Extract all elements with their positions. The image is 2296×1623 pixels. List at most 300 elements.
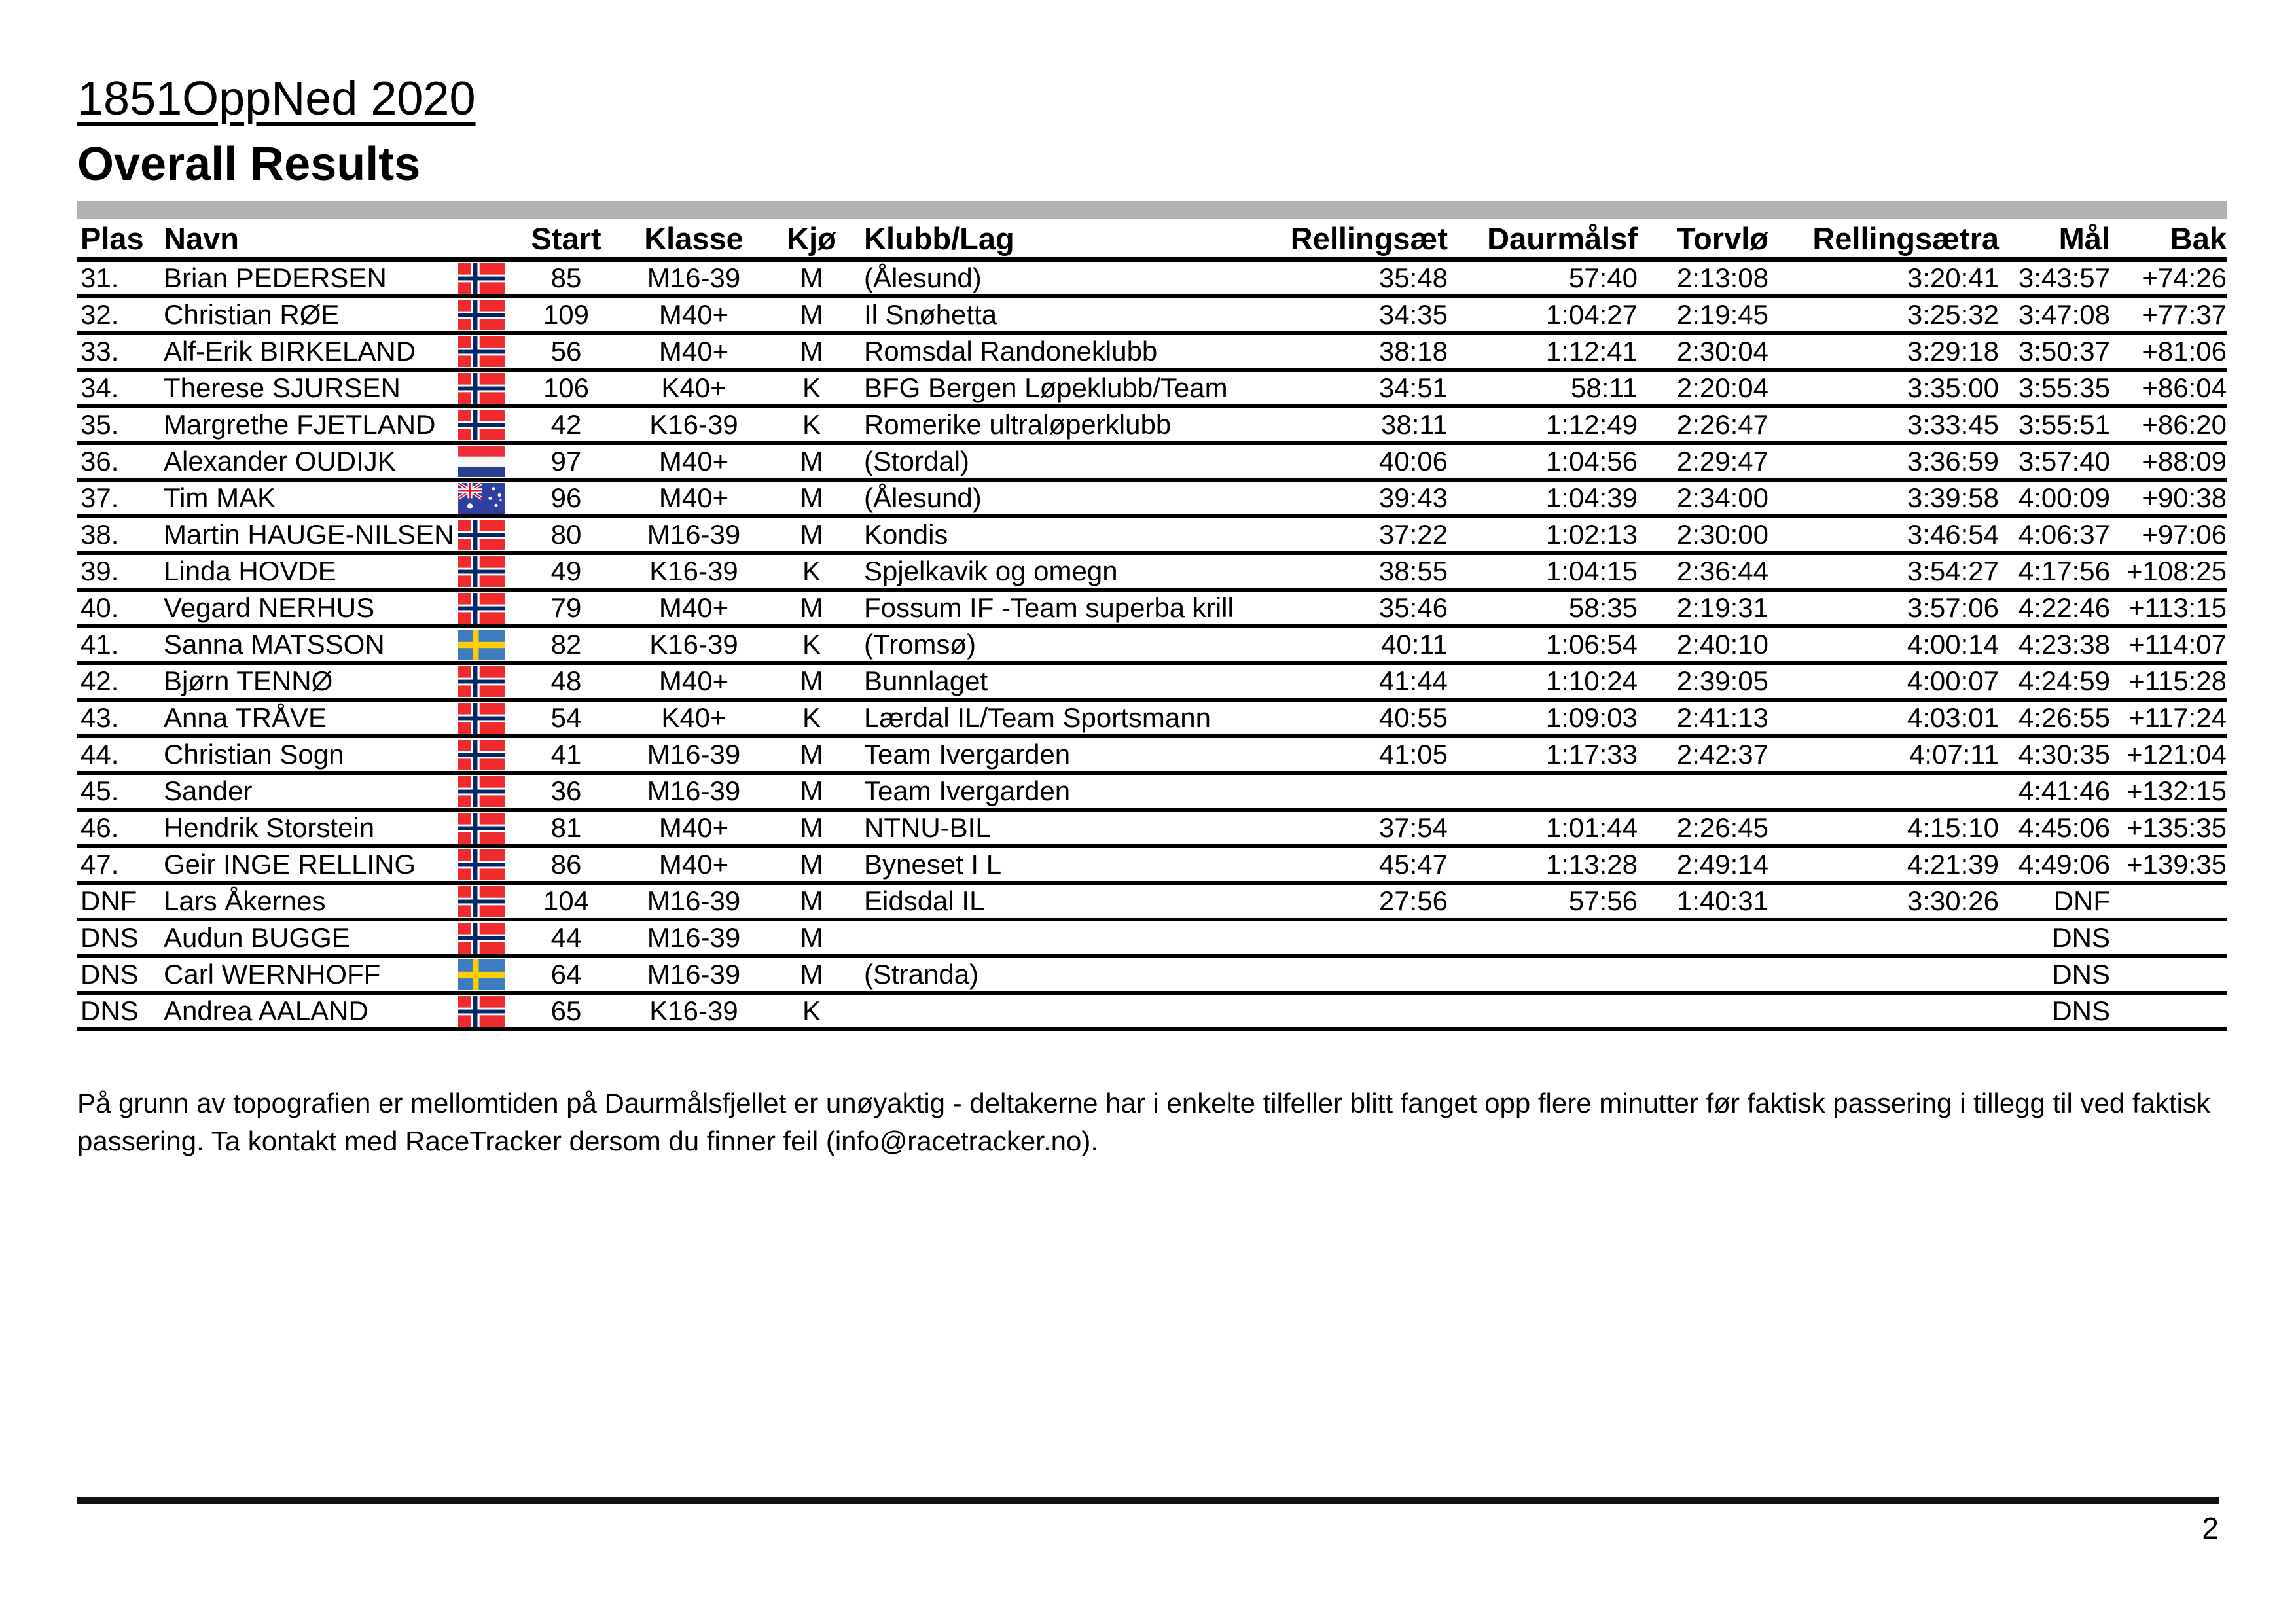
cell-flag [458,333,511,370]
cell-navn: Alf-Erik BIRKELAND [164,336,416,366]
cell-navn: Alexander OUDIJK [164,446,396,476]
cell-rellingsaetra: 4:00:14 [1907,629,1999,660]
cell-maal: 4:00:09 [2018,482,2110,513]
cell-daurmaalsf: 1:17:33 [1545,739,1638,770]
cell-bak: +121:04 [2126,739,2227,770]
cell-rellingsaet [1270,773,1448,810]
column-header-navn: Navn [164,221,239,256]
cell-klubb-lag [857,993,1270,1029]
column-header-bak: Bak [2170,221,2227,256]
cell-bak: +97:06 [2142,519,2227,550]
cell-maal: 3:47:08 [2018,299,2110,330]
cell-klubb-lag: (Ålesund) [864,482,982,513]
cell-rellingsaet: 38:55 [1378,556,1448,586]
cell-torvlo: 2:30:04 [1676,336,1768,366]
cell-daurmaalsf: 1:04:39 [1545,482,1638,513]
cell-rellingsaetra: 3:30:26 [1907,885,1999,916]
cell-start: 42 [550,409,582,440]
cell-rellingsaetra [1768,773,1999,810]
cell-daurmaalsf: 1:06:54 [1545,629,1638,660]
cell-navn: Hendrik Storstein [164,812,375,843]
cell-bak [2110,956,2227,993]
cell-navn: Christian Sogn [164,739,344,770]
cell-bak [2110,993,2227,1029]
cell-bak: +77:37 [2142,299,2227,330]
cell-flag [458,553,511,590]
flag-norway-icon [458,593,505,624]
cell-klubb-lag: Team Ivergarden [864,776,1071,806]
cell-flag [458,296,511,333]
cell-navn: Anna TRÅVE [164,702,327,733]
cell-klasse: M16-39 [647,262,741,293]
table-row [77,883,2227,919]
cell-torvlo: 2:42:37 [1676,739,1768,770]
cell-klubb-lag: Byneset I L [864,849,1002,880]
cell-navn: Sanna MATSSON [164,629,385,660]
cell-start: 85 [550,262,582,293]
cell-kjo: K [802,556,821,586]
cell-klubb-lag: Lærdal IL/Team Sportsmann [864,702,1211,733]
cell-kjo: M [800,299,823,330]
cell-klubb-lag: NTNU-BIL [864,812,991,843]
cell-klasse: M16-39 [647,885,741,916]
cell-maal: 4:26:55 [2018,702,2110,733]
cell-plas: 44. [81,739,119,770]
cell-klubb-lag: Il Snøhetta [864,299,997,330]
cell-start: 79 [550,592,582,623]
cell-kjo: M [800,885,823,916]
flag-norway-icon [458,703,505,734]
footnote-line: På grunn av topografien er mellomtiden på Daurmålsfjellet er unøyaktig - deltakerne har i enkelte tilfeller blitt fanget opp flere minutter før faktisk passering i tillegg til ved faktisk [77,1088,2210,1118]
cell-rellingsaet: 38:18 [1378,336,1448,366]
cell-start: 44 [550,922,582,953]
column-header-rellingsaet: Rellingsæt [1290,221,1448,256]
cell-plas: 47. [81,849,119,880]
cell-torvlo: 2:19:31 [1676,592,1768,623]
cell-kjo: M [800,666,823,696]
cell-kjo: M [800,519,823,550]
table-row [77,919,2227,956]
cell-rellingsaet: 34:51 [1378,372,1448,403]
flag-norway-icon [458,336,505,367]
cell-torvlo: 2:34:00 [1676,482,1768,513]
cell-start: 97 [550,446,582,476]
table-row [77,406,2227,443]
cell-bak: +114:07 [2128,629,2227,660]
cell-kjo: M [800,739,823,770]
cell-maal: 4:45:06 [2018,812,2110,843]
cell-rellingsaet [1270,993,1448,1029]
footnote [77,1084,2227,1160]
cell-start: 82 [550,629,582,660]
cell-rellingsaetra [1768,956,1999,993]
cell-torvlo: 2:26:47 [1676,409,1768,440]
cell-rellingsaet: 41:05 [1378,739,1448,770]
cell-flag [458,663,511,700]
table-row [77,480,2227,516]
cell-torvlo: 2:41:13 [1676,702,1768,733]
cell-plas: 34. [81,372,119,403]
cell-torvlo: 2:29:47 [1676,446,1768,476]
flag-sweden-icon [458,630,505,660]
cell-rellingsaetra: 4:00:07 [1907,666,1999,696]
cell-bak: +113:15 [2128,592,2227,623]
cell-maal: DNF [2053,885,2110,916]
results-table [77,220,2227,1031]
footer-bar [77,1497,2219,1504]
table-row [77,773,2227,810]
table-row [77,590,2227,626]
cell-plas: 31. [81,262,119,293]
cell-plas: 40. [81,592,119,623]
cell-torvlo: 2:40:10 [1676,629,1768,660]
cell-plas: 41. [81,629,119,660]
cell-plas: 36. [81,446,119,476]
cell-kjo: M [800,776,823,806]
cell-flag [458,443,511,480]
cell-rellingsaetra: 3:46:54 [1907,519,1999,550]
column-header-maal: Mål [2058,221,2110,256]
cell-maal: 4:22:46 [2018,592,2110,623]
flag-norway-icon [458,300,505,330]
cell-klubb-lag: BFG Bergen Løpeklubb/Team [864,372,1228,403]
cell-bak: +139:35 [2126,849,2227,880]
cell-plas: 43. [81,702,119,733]
cell-bak: +132:15 [2126,776,2227,806]
cell-start: 41 [550,739,582,770]
cell-kjo: M [800,336,823,366]
cell-flag [458,956,511,993]
cell-rellingsaet: 37:54 [1378,812,1448,843]
cell-maal: 4:06:37 [2018,519,2110,550]
cell-flag [458,846,511,883]
cell-maal: 3:57:40 [2018,446,2110,476]
cell-torvlo: 2:39:05 [1676,666,1768,696]
cell-plas: DNF [81,885,137,916]
cell-torvlo [1638,993,1768,1029]
table-row [77,443,2227,480]
cell-plas: DNS [81,995,139,1026]
table-row [77,846,2227,883]
cell-maal: 4:24:59 [2018,666,2110,696]
cell-start: 104 [543,885,590,916]
cell-rellingsaetra: 3:39:58 [1907,482,1999,513]
cell-navn: Linda HOVDE [164,556,336,586]
flag-norway-icon [458,666,505,697]
cell-navn: Bjørn TENNØ [164,666,333,696]
cell-bak: +108:25 [2126,556,2227,586]
cell-rellingsaetra: 4:03:01 [1907,702,1999,733]
cell-rellingsaetra: 3:25:32 [1907,299,1999,330]
cell-bak: +135:35 [2126,812,2227,843]
footnote-line: passering. Ta kontakt med RaceTracker dersom du finner feil (info@racetracker.no). [77,1126,1098,1156]
cell-navn: Carl WERNHOFF [164,959,381,990]
page-subtitle: Overall Results [77,138,421,190]
cell-rellingsaetra: 3:57:06 [1907,592,1999,623]
flag-norway-icon [458,263,505,294]
cell-rellingsaet: 41:44 [1378,666,1448,696]
cell-klubb-lag: Bunnlaget [864,666,988,696]
cell-plas: 39. [81,556,119,586]
cell-rellingsaet: 34:35 [1378,299,1448,330]
page-title: 1851OppNed 2020 [77,73,476,125]
cell-kjo: M [800,849,823,880]
cell-klasse: M40+ [658,592,729,623]
cell-rellingsaet: 45:47 [1378,849,1448,880]
cell-flag [458,516,511,553]
cell-daurmaalsf: 58:11 [1571,372,1638,403]
cell-daurmaalsf: 1:12:49 [1545,409,1638,440]
cell-kjo: K [802,995,821,1026]
cell-navn: Vegard NERHUS [164,592,375,623]
table-row [77,553,2227,590]
table-row [77,370,2227,406]
column-header-klubb-lag: Klubb/Lag [864,221,1014,256]
cell-klasse: K16-39 [649,995,738,1026]
cell-maal: 4:17:56 [2018,556,2110,586]
cell-start: 36 [550,776,582,806]
cell-plas: 45. [81,776,119,806]
cell-kjo: M [800,812,823,843]
cell-plas: 35. [81,409,119,440]
cell-maal: 4:49:06 [2018,849,2110,880]
cell-navn: Martin HAUGE-NILSEN [164,519,454,550]
cell-rellingsaetra [1768,919,1999,956]
cell-plas: 46. [81,812,119,843]
cell-start: 86 [550,849,582,880]
flag-norway-icon [458,996,505,1027]
cell-klubb-lag [857,919,1270,956]
cell-rellingsaet: 40:06 [1378,446,1448,476]
cell-torvlo: 2:49:14 [1676,849,1768,880]
cell-bak: +86:04 [2142,372,2227,403]
cell-start: 96 [550,482,582,513]
cell-klasse: M40+ [658,849,729,880]
cell-klubb-lag: Romerike ultraløperklubb [864,409,1172,440]
cell-flag [458,883,511,919]
cell-flag [458,370,511,406]
cell-rellingsaet: 40:55 [1378,702,1448,733]
table-row [77,993,2227,1029]
cell-maal: DNS [2052,959,2110,990]
cell-flag [458,773,511,810]
column-header-klasse: Klasse [644,221,744,256]
cell-daurmaalsf [1448,773,1638,810]
cell-flag [458,700,511,736]
table-row [77,700,2227,736]
flag-norway-icon [458,886,505,917]
column-header-rellingsaetra: Rellingsætra [1812,221,1999,256]
column-header-daurmaalsf: Daurmålsf [1487,221,1638,256]
cell-bak [2110,919,2227,956]
cell-bak: +88:09 [2142,446,2227,476]
cell-daurmaalsf: 1:13:28 [1545,849,1638,880]
cell-klasse: K16-39 [649,409,738,440]
cell-torvlo: 1:40:31 [1676,885,1768,916]
column-header-kjo: Kjø [787,221,836,256]
cell-klubb-lag: (Stordal) [864,446,970,476]
table-header-row [77,220,2227,259]
cell-start: 56 [550,336,582,366]
cell-navn: Andrea AALAND [164,995,368,1026]
table-row [77,259,2227,296]
table-row [77,663,2227,700]
flag-sweden-icon [458,959,505,990]
cell-start: 64 [550,959,582,990]
cell-maal: 4:23:38 [2018,629,2110,660]
cell-torvlo: 2:26:45 [1676,812,1768,843]
cell-daurmaalsf: 1:04:27 [1545,299,1638,330]
cell-start: 80 [550,519,582,550]
cell-rellingsaetra: 4:15:10 [1907,812,1999,843]
cell-daurmaalsf [1448,993,1638,1029]
cell-rellingsaetra: 4:21:39 [1907,849,1999,880]
cell-torvlo [1638,919,1768,956]
cell-start: 106 [543,372,590,403]
cell-flag [458,736,511,773]
cell-flag [458,406,511,443]
cell-daurmaalsf: 57:56 [1568,885,1638,916]
cell-rellingsaetra: 3:54:27 [1907,556,1999,586]
cell-klasse: M16-39 [647,922,741,953]
cell-flag [458,919,511,956]
cell-plas: 38. [81,519,119,550]
flag-netherlands-icon [458,446,505,477]
page-number: 2 [2202,1511,2219,1545]
cell-flag [458,810,511,846]
cell-maal: 3:55:35 [2018,372,2110,403]
flag-norway-icon [458,556,505,587]
cell-kjo: M [800,482,823,513]
cell-rellingsaetra: 3:36:59 [1907,446,1999,476]
cell-maal: 4:41:46 [2018,776,2110,806]
cell-torvlo: 2:36:44 [1676,556,1768,586]
cell-flag [458,993,511,1029]
cell-kjo: M [800,922,823,953]
cell-start: 109 [543,299,590,330]
table-row [77,736,2227,773]
cell-rellingsaet: 37:22 [1378,519,1448,550]
flag-norway-icon [458,849,505,880]
cell-navn: Christian RØE [164,299,340,330]
cell-flag [458,590,511,626]
cell-torvlo: 2:30:00 [1676,519,1768,550]
cell-klasse: M40+ [658,666,729,696]
cell-plas: 32. [81,299,119,330]
cell-rellingsaet: 38:11 [1381,409,1448,440]
cell-rellingsaetra: 3:29:18 [1907,336,1999,366]
cell-navn: Therese SJURSEN [164,372,401,403]
cell-rellingsaetra: 4:07:11 [1909,739,1999,770]
cell-klasse: M16-39 [647,776,741,806]
cell-klubb-lag: Team Ivergarden [864,739,1071,770]
column-header-start: Start [531,221,601,256]
flag-norway-icon [458,520,505,550]
cell-navn: Audun BUGGE [164,922,350,953]
cell-daurmaalsf [1448,956,1638,993]
flag-norway-icon [458,776,505,807]
cell-klasse: M16-39 [647,519,741,550]
cell-klubb-lag: Fossum IF -Team superba krill [864,592,1234,623]
cell-klasse: M40+ [658,482,729,513]
cell-bak [2110,883,2227,919]
cell-klubb-lag: Spjelkavik og omegn [864,556,1118,586]
cell-rellingsaet: 27:56 [1378,885,1448,916]
cell-kjo: K [802,702,821,733]
flag-norway-icon [458,410,505,440]
cell-rellingsaetra [1768,993,1999,1029]
cell-bak: +81:06 [2142,336,2227,366]
cell-plas: DNS [81,959,139,990]
cell-torvlo: 2:19:45 [1676,299,1768,330]
table-row [77,810,2227,846]
cell-kjo: K [802,372,821,403]
cell-daurmaalsf: 1:02:13 [1545,519,1638,550]
cell-maal: 3:55:51 [2018,409,2110,440]
cell-rellingsaetra: 3:20:41 [1907,262,1999,293]
cell-klubb-lag: (Stranda) [864,959,979,990]
cell-maal: DNS [2052,995,2110,1026]
cell-flag [458,626,511,663]
cell-kjo: M [800,446,823,476]
cell-daurmaalsf: 1:04:56 [1545,446,1638,476]
flag-norway-icon [458,923,505,954]
cell-start: 48 [550,666,582,696]
table-row [77,296,2227,333]
cell-torvlo: 2:13:08 [1676,262,1768,293]
cell-daurmaalsf: 1:09:03 [1545,702,1638,733]
cell-plas: 33. [81,336,119,366]
cell-daurmaalsf [1448,919,1638,956]
cell-flag [458,259,511,296]
cell-torvlo [1638,956,1768,993]
cell-navn: Tim MAK [164,482,276,513]
cell-daurmaalsf: 57:40 [1568,262,1638,293]
cell-navn: Sander [164,776,253,806]
cell-klubb-lag: (Tromsø) [864,629,977,660]
cell-klubb-lag: Romsdal Randoneklubb [864,336,1158,366]
cell-start: 81 [550,812,582,843]
cell-bak: +86:20 [2142,409,2227,440]
cell-plas: 42. [81,666,119,696]
cell-start: 54 [550,702,582,733]
cell-klasse: M40+ [658,446,729,476]
cell-rellingsaet: 40:11 [1381,629,1448,660]
table-row [77,333,2227,370]
header-bar [77,201,2227,219]
column-header-torvlo: Torvlø [1676,221,1768,256]
cell-daurmaalsf: 1:10:24 [1545,666,1638,696]
cell-maal: 3:50:37 [2018,336,2110,366]
cell-kjo: M [800,262,823,293]
cell-rellingsaet: 35:48 [1378,262,1448,293]
cell-rellingsaet: 35:46 [1378,592,1448,623]
cell-rellingsaetra: 3:35:00 [1907,372,1999,403]
flag-norway-icon [458,813,505,844]
cell-plas: 37. [81,482,119,513]
cell-bak: +90:38 [2142,482,2227,513]
results-table-body [77,259,2227,1029]
cell-daurmaalsf: 1:12:41 [1545,336,1638,366]
cell-torvlo: 2:20:04 [1676,372,1768,403]
cell-maal: DNS [2052,922,2110,953]
cell-kjo: K [802,629,821,660]
cell-bak: +115:28 [2128,666,2227,696]
cell-klasse: M40+ [658,336,729,366]
cell-klubb-lag: Eidsdal IL [864,885,985,916]
cell-kjo: K [802,409,821,440]
cell-klasse: K40+ [661,702,726,733]
